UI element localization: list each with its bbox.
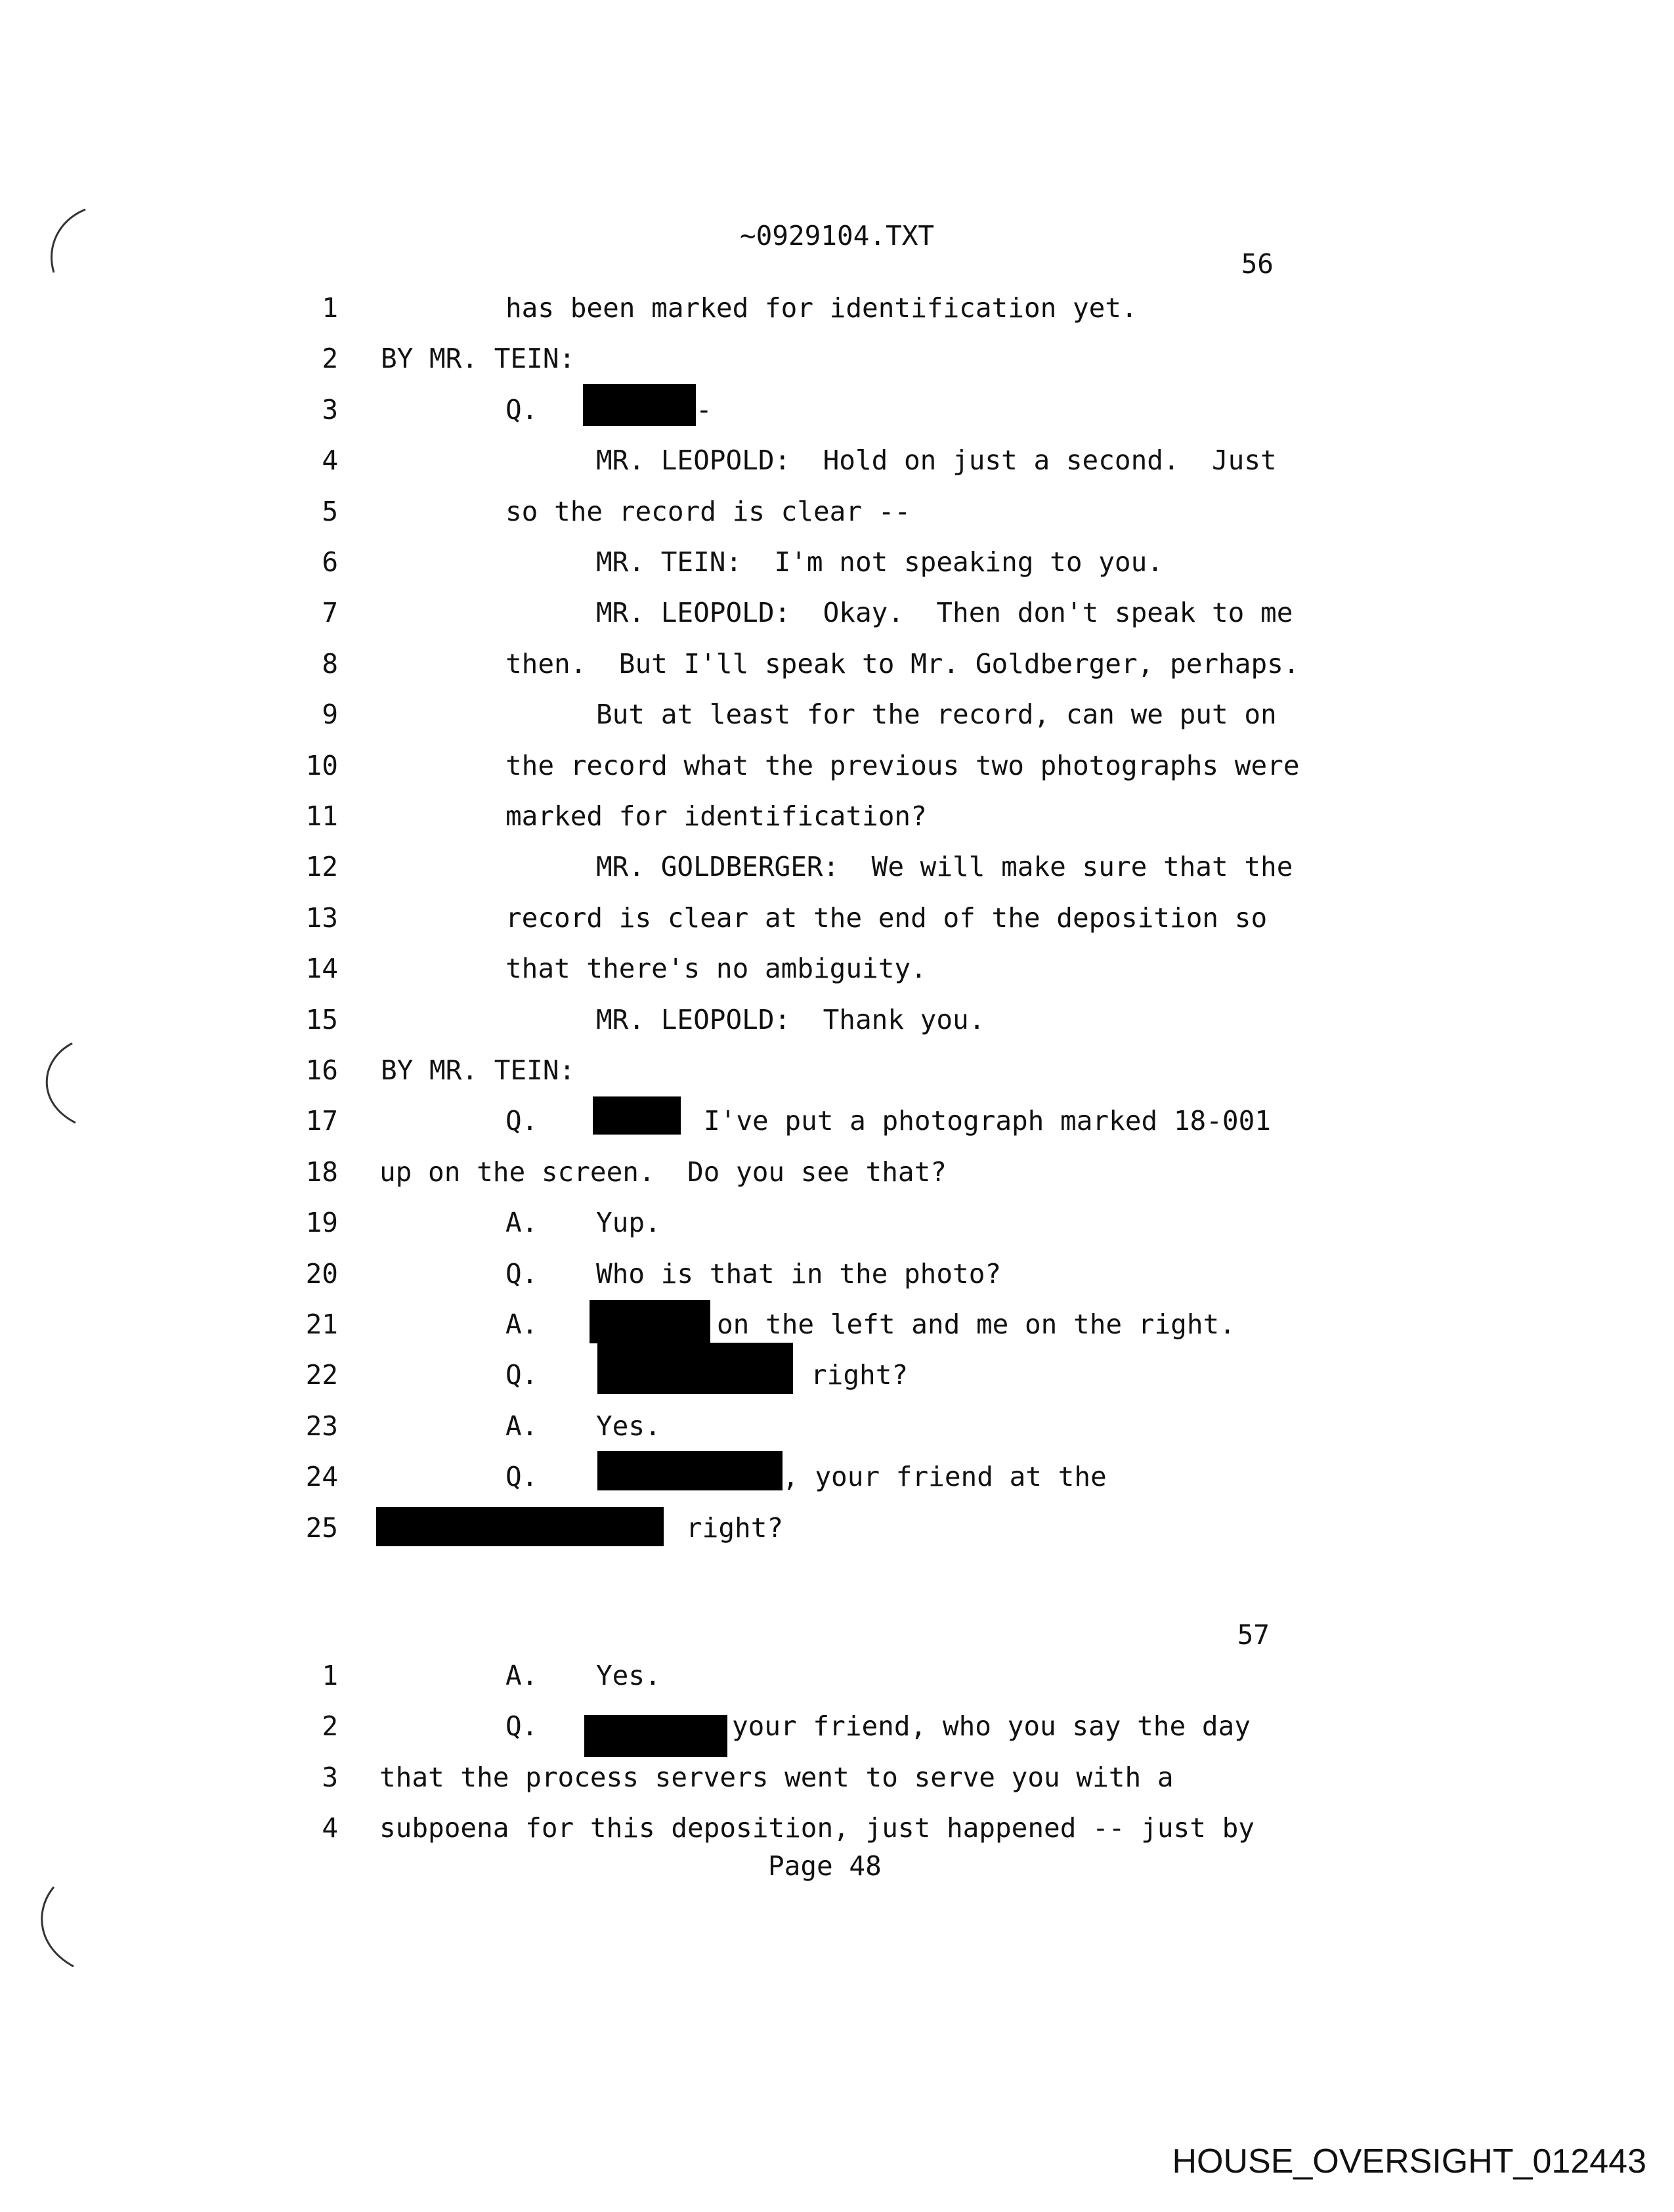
line-number: 19: [305, 1207, 338, 1239]
line-number: 14: [305, 953, 338, 985]
redaction-box: [597, 1451, 783, 1490]
bates-number: HOUSE_OVERSIGHT_012443: [1172, 2142, 1646, 2180]
line-number: 18: [305, 1156, 338, 1188]
redaction-box: [583, 384, 696, 426]
line-number: 4: [322, 1812, 338, 1844]
line-number: 25: [305, 1511, 338, 1544]
transcript-text: on the left and me on the right.: [717, 1309, 1235, 1340]
line-number: 3: [322, 1761, 338, 1793]
binding-hole-mark-middle: [30, 1041, 102, 1126]
line-number: 3: [322, 393, 338, 425]
redaction-box: [597, 1343, 793, 1394]
transcript-text: Who is that in the photo?: [596, 1257, 1002, 1290]
transcript-text: MR. LEOPOLD: Hold on just a second. Just: [596, 445, 1277, 477]
transcript-text: Q.: [505, 1257, 538, 1290]
transcript-text: But at least for the record, can we put on: [596, 699, 1277, 731]
line-number: 24: [305, 1461, 338, 1493]
transcript-text: I've put a photograph marked 18-001: [704, 1105, 1271, 1137]
line-number: 5: [322, 495, 338, 527]
transcript-text: MR. LEOPOLD: Okay. Then don't speak to me: [596, 597, 1293, 629]
line-number: 20: [305, 1257, 338, 1290]
line-number: 21: [305, 1309, 338, 1340]
line-number: 1: [322, 292, 338, 324]
transcript-text: Yup.: [596, 1207, 661, 1239]
transcript-text: then. But I'll speak to Mr. Goldberger, perhaps.: [505, 647, 1300, 680]
line-number: 22: [305, 1359, 338, 1391]
file-header: ~0929104.TXT: [739, 220, 935, 251]
transcript-text: that there's no ambiguity.: [505, 953, 927, 985]
transcript-text: up on the screen. Do you see that?: [379, 1156, 947, 1188]
page-number-56: 56: [1241, 248, 1274, 280]
transcript-text: -: [696, 393, 712, 425]
line-number: 12: [305, 851, 338, 883]
transcript-text: Q.: [505, 1461, 538, 1493]
transcript-text: right?: [811, 1359, 909, 1391]
redaction-box: [376, 1507, 664, 1546]
transcript-text: Yes.: [596, 1410, 661, 1442]
transcript-text: Q.: [505, 1359, 538, 1391]
transcript-text: A.: [505, 1207, 538, 1239]
transcript-text: A.: [505, 1309, 538, 1340]
transcript-text: has been marked for identification yet.: [505, 292, 1138, 324]
line-number: 17: [305, 1105, 338, 1137]
line-number: 15: [305, 1003, 338, 1035]
transcript-text: subpoena for this deposition, just happened -- just by: [379, 1812, 1255, 1844]
transcript-text: MR. LEOPOLD: Thank you.: [596, 1003, 985, 1035]
line-number: 2: [322, 1710, 338, 1743]
transcript-text: Q.: [505, 393, 538, 425]
transcript-text: that the process servers went to serve you with a: [379, 1761, 1174, 1793]
transcript-text: your friend, who you say the day: [732, 1710, 1251, 1743]
transcript-text: Yes.: [596, 1660, 661, 1691]
transcript-text: , your friend at the: [783, 1461, 1107, 1493]
transcript-text: MR. GOLDBERGER: We will make sure that the: [596, 851, 1293, 883]
line-number: 10: [305, 749, 338, 781]
line-number: 6: [322, 546, 338, 578]
line-number: 9: [322, 699, 338, 731]
line-number: 16: [305, 1054, 338, 1086]
line-number: 7: [322, 597, 338, 629]
redaction-box: [584, 1715, 727, 1757]
page-number-57: 57: [1237, 1619, 1270, 1651]
transcript-text: Q.: [505, 1710, 538, 1743]
line-number: 23: [305, 1410, 338, 1442]
line-number: 1: [322, 1660, 338, 1691]
binding-hole-mark-bottom: [28, 1884, 100, 1970]
line-number: 13: [305, 901, 338, 934]
transcript-text: Q.: [505, 1105, 538, 1137]
transcript-text: A.: [505, 1410, 538, 1442]
line-number: 8: [322, 647, 338, 680]
transcript-text: marked for identification?: [505, 800, 927, 832]
transcript-text: MR. TEIN: I'm not speaking to you.: [596, 546, 1163, 578]
transcript-text: so the record is clear --: [505, 495, 911, 527]
transcript-text: BY MR. TEIN:: [381, 1054, 576, 1086]
redaction-box: [590, 1300, 710, 1343]
transcript-text: right?: [686, 1511, 784, 1544]
transcript-text: A.: [505, 1660, 538, 1691]
footer-page-label: Page 48: [768, 1850, 882, 1882]
line-number: 4: [322, 445, 338, 477]
transcript-text: the record what the previous two photographs were: [505, 749, 1300, 781]
redaction-box: [593, 1096, 681, 1135]
transcript-text: BY MR. TEIN:: [381, 343, 576, 375]
line-number: 2: [322, 343, 338, 375]
transcript-text: record is clear at the end of the deposition so: [505, 901, 1268, 934]
line-number: 11: [305, 800, 338, 832]
